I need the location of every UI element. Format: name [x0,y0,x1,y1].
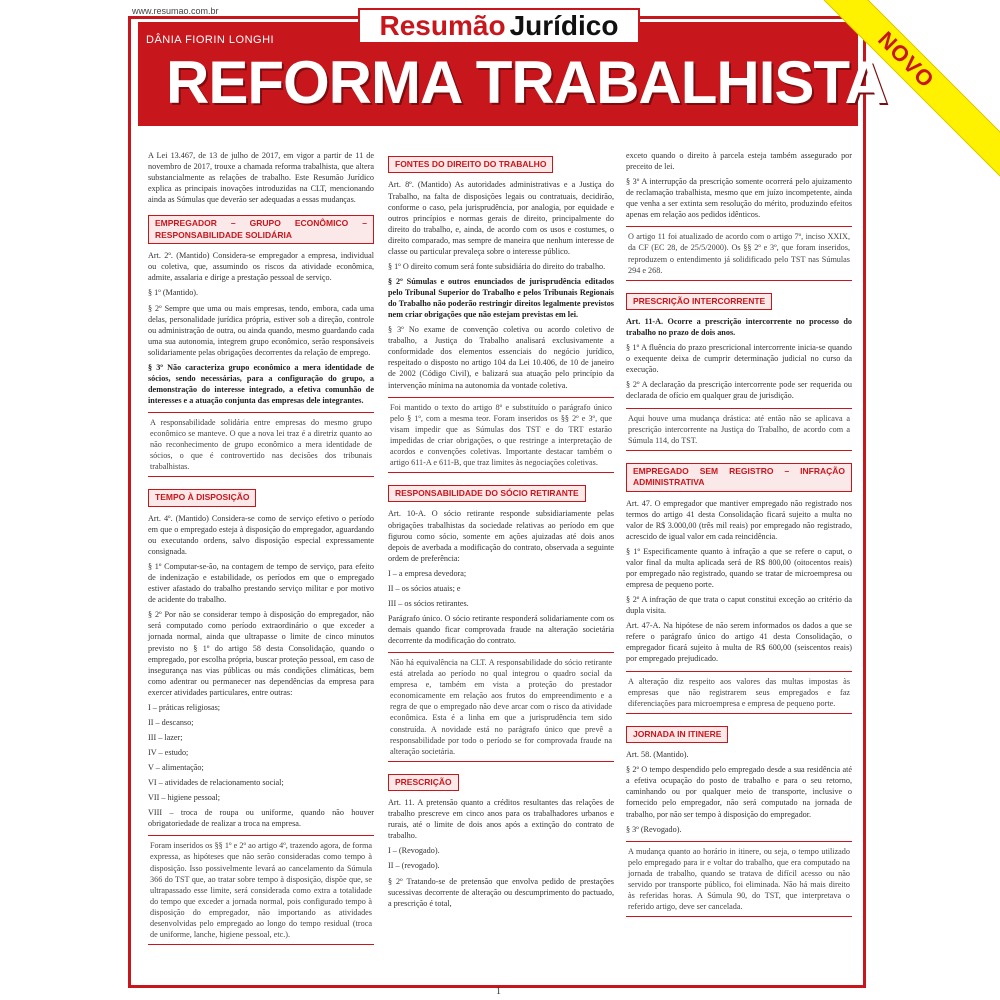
commentary-note: A alteração diz respeito aos valores das multas impostas às empresas que não registrarem seus empregados e faz diferenciações para microempresa e empresa de pequeno porte. [626,671,852,714]
section-heading: RESPONSABILIDADE DO SÓCIO RETIRANTE [388,485,586,502]
paragraph: Art. 47. O empregador que mantiver empregado não registrado nos termos do artigo 41 desta Consolidação ficará sujeito a multa no valor de R$ 3.000,00 (três mil reais) por empregado não registrado, acrescido de igual valor em cada reincidência. [626,498,852,541]
section-heading: EMPREGADOR – GRUPO ECONÔMICO – RESPONSABILIDADE SOLIDÁRIA [148,215,374,244]
section-heading: JORNADA IN ITINERE [626,726,728,743]
paragraph: Art. 58. (Mantido). [626,750,689,760]
section-heading: TEMPO À DISPOSIÇÃO [148,489,256,506]
commentary-note: Não há equivalência na CLT. A responsabilidade do sócio retirante está atrelada ao período no qual integrou o quadro social da empresa e, também em vista a proteção do prestador economicamente em relação aos frutos do empreendimento e a regra de que o empregado não deve arcar com o risco da atividade econômica. Esta é a linha em que a jurisprudência tem sido construída. A novidade está no parágrafo único que prevê a responsabilidade por todo o período se for comprovada fraude na alteração societária. [388,652,614,762]
paragraph: § 2º A declaração da prescrição intercorrente pode ser requerida ou declarada de ofício em qualquer grau de jurisdição. [626,380,852,401]
section-heading: PRESCRIÇÃO [388,774,459,791]
commentary-note: Aqui houve uma mudança drástica: até então não se aplicava a prescrição intercorrente na Justiça do Trabalho, de acordo com a Súmula 114, do TST. [626,408,852,451]
paragraph: § 2º Por não se considerar tempo à disposição do empregador, não será computado como período extraordinário o que exceder a jornada normal, ainda que ultrapasse o limite de cinco minutos previsto no § 1º do artigo 58 desta Consolidação, quando o empregado, por escolha própria, buscar proteção pessoal, em caso de insegurança nas vias públicas ou más condições climáticas, bem como adentrar ou permanecer nas dependências da empresa para exercer atividades particulares, entre outras: [148,610,374,697]
list-item: VIII – troca de roupa ou uniforme, quando não houver obrigatoriedade de realizar a troca na empresa. [148,808,374,829]
paragraph: § 1º Especificamente quanto à infração a que se refere o caput, o valor final da multa aplicada será de R$ 800,00 (oitocentos reais) por empregado não registrado, quando se tratar de microempresa ou empresa de pequeno porte. [626,546,852,590]
paragraph: exceto quando o direito à parcela esteja também assegurado por preceito de lei. [626,151,852,172]
paragraph: Parágrafo único. O sócio retirante responderá solidariamente com os demais quando ficar comprovada fraude na alteração societária decorrente da modificação do contrato. [388,613,614,646]
page-number: 1 [496,986,501,997]
paragraph: § 2º Tratando-se de pretensão que envolva pedido de prestações sucessivas decorrente de alteração ou descumprimento do pactuado, a prescrição é total, [388,876,614,908]
column-2 [388,150,614,913]
section-heading: EMPREGADO SEM REGISTRO – INFRAÇÃO ADMINISTRATIVA [626,463,852,492]
paragraph: Art. 11. A pretensão quanto a créditos resultantes das relações de trabalho prescreve em cinco anos para os trabalhadores urbanos e rurais, até o limite de dois anos após a extinção do contrato de trabalho. [388,798,614,841]
brand-logo [358,8,640,44]
brand-part1: Resumão [379,10,506,41]
commentary-note: A responsabilidade solidária entre empresas do mesmo grupo econômico se manteve. O que a nova lei traz é a diretriz quanto ao não reconhecimento de grupo econômico a mera identidade de sócios, o que é controvertido nas decisões dos tribunais trabalhistas. [148,412,374,477]
list-item: VII – higiene pessoal; [148,793,221,803]
paragraph: § 3º (Revogado). [626,824,682,834]
commentary-note: O artigo 11 foi atualizado de acordo com o artigo 7º, inciso XXIX, da CF (EC 28, de 25/5/2000). Os §§ 2º e 3º, que foram inseridos, reproduzem o entendimento já solidificado pelo TST nas Súmulas 294 e 268. [626,226,852,280]
paragraph: Art. 47-A. Na hipótese de não serem informados os dados a que se refere o parágrafo único do artigo 41 desta Consolidação, o empregador ficará sujeito à multa de R$ 600,00 (seiscentos reais) por empregado prejudicado. [626,621,852,664]
commentary-note: Foi mantido o texto do artigo 8º e substituído o parágrafo único pelo § 1º, com a mesma teor. Foram inseridos os §§ 2º e 3º, que visam impedir que as Súmulas dos TST e do TRT estarão impedidas de criar obrigações, o que restringe a interpretação de acordos e convenções coletivas. Importante destacar também o artigo 611-A e 611-B, que traz limites às negociações coletivas. [388,397,614,473]
list-item: V – alimentação; [148,763,204,773]
paragraph: § 2º Súmulas e outros enunciados de jurisprudência editados pelo Tribunal Superior do Trabalho e pelos Tribunais Regionais do Trabalho não poderão restringir direitos legalmente previstos nem criar obrigações que não estejam previstas em lei. [388,276,614,320]
page-title: REFORMA TRABALHISTA [166,49,887,116]
list-item: II – (revogado). [388,861,440,871]
paragraph: § 2º O tempo despendido pelo empregado desde a sua residência até a efetiva ocupação do posto de trabalho e para o seu retorno, caminhando ou por qualquer meio de transporte, inclusive o fornecido pelo empregador, não será computado na jornada de trabalho, por não ser tempo à disposição do empregador. [626,765,852,819]
section-heading: FONTES DO DIREITO DO TRABALHO [388,156,553,173]
list-item: IV – estudo; [148,748,189,758]
paragraph: § 3º A interrupção da prescrição somente ocorrerá pelo ajuizamento de reclamação trabalhista, mesmo que em juízo incompetente, ainda que venha a ser extinta sem resolução do mérito, produzindo efeitos apenas em relação aos pedidos idênticos. [626,177,852,220]
list-item: I – (Revogado). [388,846,440,856]
commentary-note: Foram inseridos os §§ 1º e 2º ao artigo 4º, trazendo agora, de forma expressa, as hipóteses que não serão consideradas como tempo à disposição. Isso possivelmente levará ao cancelamento da Súmula 366 do TST que, ao tratar sobre tempo à disposição, dispõe que, se ultrapassado esse limite, será considerada como extra a totalidade do tempo que exceder a jornada normal, pois configurado tempo à disposição do empregador, não importando as atividades desenvolvidas pelo empregado ao longo do tempo residual (troca de uniforme, lanche, higiene pessoal, etc.). [148,835,374,945]
ribbon-label: NOVO [873,26,940,93]
paragraph: § 1º A fluência do prazo prescricional intercorrente inicia-se quando o exequente deixa de cumprir determinação judicial no curso da execução. [626,343,852,375]
paragraph: § 3º No exame de convenção coletiva ou acordo coletivo de trabalho, a Justiça do Trabalho analisará exclusivamente a conformidade dos elementos essenciais do negócio jurídico, respeitado o disposto no artigo 104 da Lei 10.406, de 10 de janeiro de 2002 (Código Civil), e balizará sua atuação pelo princípio da intervenção mínima na autonomia da vontade coletiva. [388,325,614,390]
list-item: III – os sócios retirantes. [388,598,469,608]
column-3 [626,150,852,923]
paragraph: § 1º (Mantido). [148,288,199,298]
paragraph: § 3º Não caracteriza grupo econômico a mera identidade de sócios, sendo necessárias, para a configuração do grupo, a demonstração do interesse integrado, a efetiva comunhão de interesses e a atuação conjunta das empresas dele integrantes. [148,362,374,405]
commentary-note: A mudança quanto ao horário in itinere, ou seja, o tempo utilizado pelo empregado para ir e voltar do trabalho, que era computado na jornada de trabalho, quando se tratava de difícil acesso ou não servido por transporte público, foi eliminada. Não há mais direito às referidas horas. A Súmula 90, do TST, que interpretava o referido artigo, deve ser cancelada. [626,841,852,917]
list-item: I – práticas religiosas; [148,702,221,712]
paragraph: Art. 2º. (Mantido) Considera-se empregador a empresa, individual ou coletiva, que, assumindo os riscos da atividade econômica, admite, assalaria e dirige a prestação pessoal de serviço. [148,251,374,283]
paragraph: Art. 10-A. O sócio retirante responde subsidiariamente pelas obrigações trabalhistas da sociedade relativas ao período em que figurou como sócio, somente em ações ajuizadas até dois anos depois de averbada a modificação do contrato, observada a seguinte ordem de preferência: [388,509,614,563]
paragraph: § 2º Sempre que uma ou mais empresas, tendo, embora, cada uma delas, personalidade jurídica própria, estiver sob a direção, controle ou administração de outra, ou ainda quando, mesmo guardando cada uma sua autonomia, integrem grupo econômico, serão responsáveis solidariamente pelas obrigações decorrentes da relação de emprego. [148,303,374,357]
paragraph: § 2º A infração de que trata o caput constitui exceção ao critério da dupla visita. [626,595,852,616]
section-heading: PRESCRIÇÃO INTERCORRENTE [626,293,772,310]
paragraph: § 1º Computar-se-ão, na contagem de tempo de serviço, para efeito de indenização e estabilidade, os períodos em que o empregado estiver afastado do trabalho prestando serviço militar e por motivo de acidente do trabalho. [148,562,374,605]
paragraph: Art. 8º. (Mantido) As autoridades administrativas e a Justiça do Trabalho, na falta de disposições legais ou contratuais, decidirão, conforme o caso, pela jurisprudência, por analogia, por equidade e outros princípios e normas gerais de direito, principalmente do direito do trabalho, e, ainda, de acordo com os usos e costumes, o direito comparado, mas sempre de maneira que nenhum interesse de classe ou particular prevaleça sobre o interesse público. [388,180,614,256]
intro-text: A Lei 13.467, de 13 de julho de 2017, em vigor a partir de 11 de novembro de 2017, trouxe a chamada reforma trabalhista, que altera substancialmente as relações de trabalho. Este Resumão Jurídico explica as principais inovações introduzidas na CLT, mencionando ainda as Súmulas que deverão ser adequadas a essas mudanças. [148,151,374,205]
paragraph: Art. 11-A. Ocorre a prescrição intercorrente no processo do trabalho no prazo de dois anos. [626,317,852,338]
list-item: VI – atividades de relacionamento social; [148,778,284,788]
list-item: II – descanso; [148,717,194,727]
column-1 [148,150,374,951]
author-name: DÂNIA FIORIN LONGHI [146,34,275,46]
site-url: www.resumao.com.br [132,6,219,16]
paragraph: Art. 4º. (Mantido) Considera-se como de serviço efetivo o período em que o empregado esteja à disposição do empregador, aguardando ou executando ordens, salvo disposição especial expressamente consignada. [148,513,374,557]
list-item: III – lazer; [148,732,183,742]
list-item: II – os sócios atuais; e [388,583,461,593]
brand-part2: Jurídico [509,10,619,41]
list-item: I – a empresa devedora; [388,568,467,578]
paragraph: § 1º O direito comum será fonte subsidiária do direito do trabalho. [388,261,606,271]
